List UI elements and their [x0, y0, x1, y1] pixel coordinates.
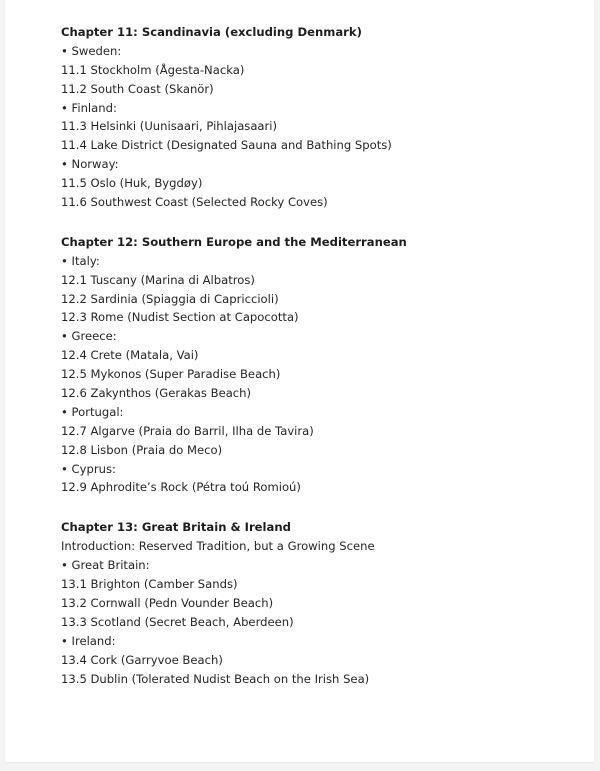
list-item: • Ireland: — [61, 633, 116, 648]
list-item: Introduction: Reserved Tradition, but a Growing Scene — [61, 539, 375, 554]
list-item: • Finland: — [61, 100, 117, 115]
list-item: 11.4 Lake District (Designated Sauna and Bathing Spots) — [61, 138, 392, 153]
list-item: 12.1 Tuscany (Marina di Albatros) — [61, 272, 255, 287]
list-item: 13.2 Cornwall (Pedn Vounder Beach) — [61, 595, 274, 610]
list-item: 12.2 Sardinia (Spiaggia di Capriccioli) — [61, 291, 279, 306]
document-page — [5, 0, 594, 762]
list-item: • Great Britain: — [61, 558, 150, 573]
list-item: • Cyprus: — [61, 461, 116, 476]
list-item: 11.3 Helsinki (Uunisaari, Pihlajasaari) — [61, 119, 278, 134]
list-item: 11.6 Southwest Coast (Selected Rocky Coves) — [61, 195, 328, 210]
list-item: 13.1 Brighton (Camber Sands) — [61, 577, 238, 592]
list-item: 13.3 Scotland (Secret Beach, Aberdeen) — [61, 614, 294, 629]
list-item: • Portugal: — [61, 404, 124, 419]
chapter-13 — [61, 518, 586, 688]
list-item: 12.6 Zakynthos (Gerakas Beach) — [61, 386, 252, 401]
chapter-heading: Chapter 11: Scandinavia (excluding Denmark) — [61, 25, 362, 39]
list-item: 12.8 Lisbon (Praia do Meco) — [61, 442, 223, 457]
chapter-heading: Chapter 13: Great Britain & Ireland — [61, 520, 291, 535]
list-item: 11.1 Stockholm (Ågesta-Nacka) — [61, 62, 245, 77]
list-item: 12.5 Mykonos (Super Paradise Beach) — [61, 367, 281, 382]
list-item: 11.5 Oslo (Huk, Bygdøy) — [61, 176, 203, 191]
list-item: 12.3 Rome (Nudist Section at Capocotta) — [61, 310, 299, 325]
list-item: 13.4 Cork (Garryvoe Beach) — [61, 652, 223, 667]
chapter-12 — [61, 233, 586, 497]
list-item: • Greece: — [61, 329, 117, 344]
list-item: • Sweden: — [61, 43, 122, 58]
list-item: 13.5 Dublin (Tolerated Nudist Beach on the Irish Sea) — [61, 671, 370, 686]
chapter-heading: Chapter 12: Southern Europe and the Mediterranean — [61, 234, 407, 249]
document-content — [61, 23, 586, 709]
list-item: 12.9 Aphrodite’s Rock (Pétra toú Romioú) — [61, 480, 301, 495]
list-item: • Norway: — [61, 157, 119, 172]
list-item: 12.4 Crete (Matala, Vai) — [61, 348, 199, 363]
list-item: 12.7 Algarve (Praia do Barril, Ilha de Tavira) — [61, 423, 314, 438]
chapter-11 — [61, 23, 586, 212]
list-item: 11.2 South Coast (Skanör) — [61, 81, 214, 96]
list-item: • Italy: — [61, 253, 100, 268]
